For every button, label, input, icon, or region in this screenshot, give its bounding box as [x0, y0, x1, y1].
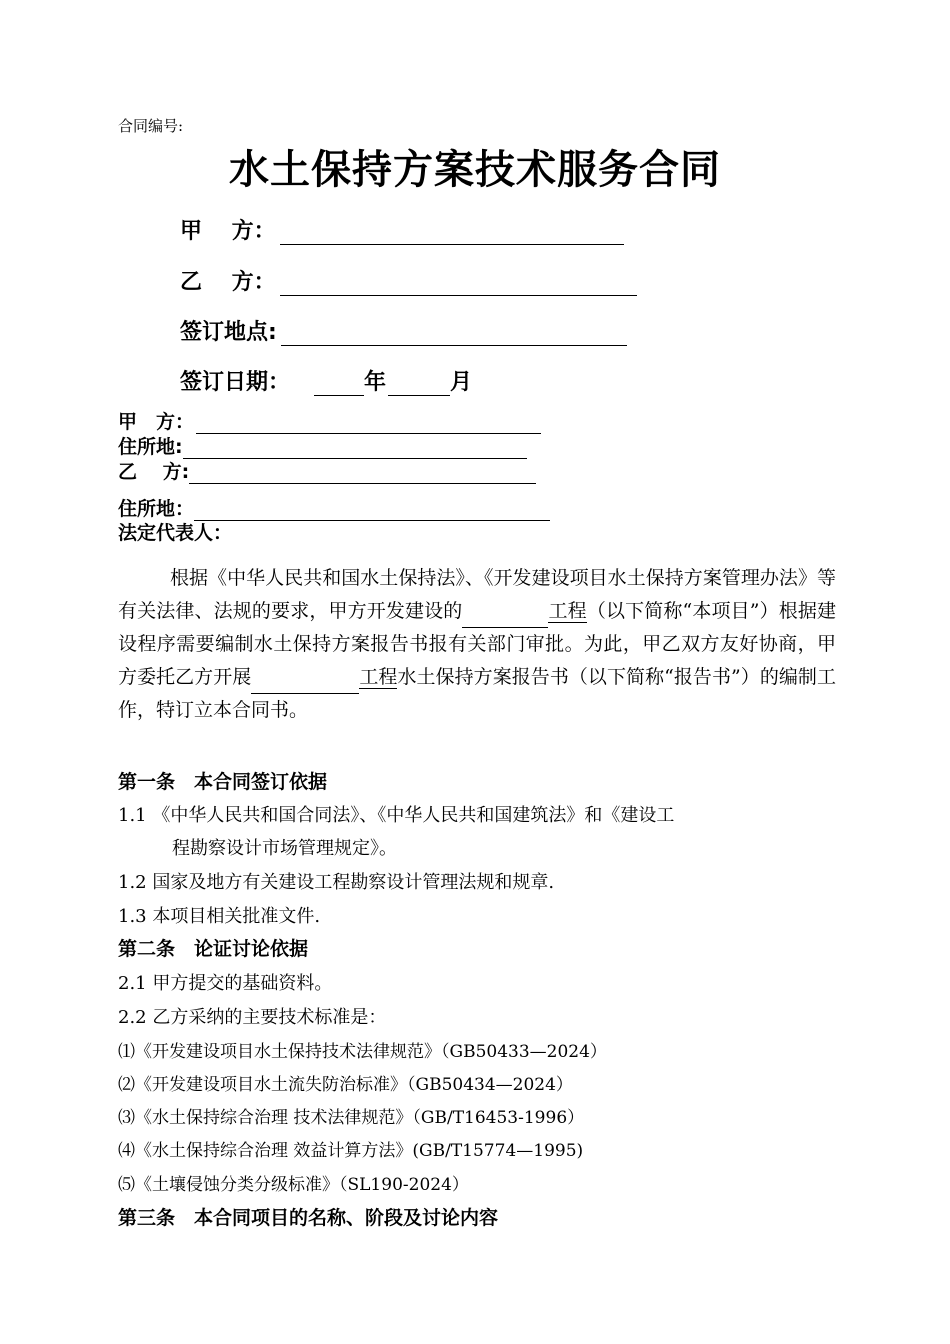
article-1-item-2: 1.2 国家及地方有关建设工程勘察设计管理法规和规章.	[118, 872, 555, 893]
standard-1: ⑴《开发建设项目水土保持技术法律规范》（GB50433—2024）	[118, 1042, 607, 1062]
cover-date-row	[180, 365, 472, 396]
cover-party-b-field[interactable]	[280, 273, 637, 296]
party-a-label: 甲 方：	[118, 411, 195, 433]
party-b-row	[118, 457, 536, 484]
page-title: 水土保持方案技术服务合同	[229, 147, 721, 193]
article-1-item-3: 1.3 本项目相关批准文件.	[118, 906, 321, 927]
cover-year-label: 年	[364, 370, 387, 395]
standard-4: ⑷《水土保持综合治理 效益计算方法》(GB/T15774—1995)	[118, 1141, 584, 1161]
party-b-field[interactable]	[189, 465, 536, 484]
intro-paragraph	[118, 562, 836, 727]
party-a-row	[118, 407, 541, 434]
article-1-item-1a: 1.1 《中华人民共和国合同法》、《中华人民共和国建筑法》和《建设工	[118, 805, 675, 826]
standard-2: ⑵《开发建设项目水土流失防治标准》（GB50434—2024）	[118, 1075, 573, 1095]
article-3-heading: 第三条 本合同项目的名称、阶段及讨论内容	[118, 1207, 499, 1229]
address-b-label: 住所地：	[118, 498, 195, 520]
legal-rep-label: 法定代表人：	[118, 522, 233, 544]
project-name-blank-1[interactable]	[462, 627, 548, 628]
cover-place-row	[180, 315, 627, 346]
cover-place-label: 签订地点:	[180, 320, 277, 345]
cover-month-label: 月	[450, 370, 473, 395]
article-2-item-2: 2.2 乙方采纳的主要技术标准是：	[118, 1007, 387, 1028]
address-a-label: 住所地:	[118, 436, 183, 458]
address-a-row	[118, 432, 527, 459]
intro-text-4: 工程	[359, 666, 398, 688]
article-1-item-1b: 程勘察设计市场管理规定》。	[172, 838, 397, 859]
legal-rep-row	[118, 518, 232, 545]
article-2-item-1: 2.1 甲方提交的基础资料。	[118, 973, 333, 994]
cover-place-field[interactable]	[281, 323, 627, 346]
standard-3: ⑶《水土保持综合治理 技术法律规范》（GB/T16453-1996）	[118, 1108, 585, 1128]
address-b-field[interactable]	[194, 502, 550, 521]
intro-text-2: 工程	[548, 600, 587, 622]
party-b-label: 乙 方:	[118, 461, 190, 483]
project-name-blank-2[interactable]	[251, 693, 359, 694]
intro-text-3: （以下简称“本项目”）根据建设程序需要编制水土保持方案报告书报有关部门审批。为此，甲乙双方友好协商，甲方委托乙方开展	[118, 600, 836, 688]
cover-party-b-row	[180, 265, 637, 296]
contract-number-label: 合同编号:	[118, 117, 184, 135]
intro-text-1: 根据《中华人民共和国水土保持法》、《开发建设项目水土保持方案管理办法》等有关法律、法规的要求，甲方开发建设的	[118, 567, 836, 622]
article-2-heading: 第二条 论证讨论依据	[118, 938, 309, 960]
cover-party-a-row	[180, 214, 624, 245]
article-1-heading: 第一条 本合同签订依据	[118, 771, 328, 793]
cover-date-label: 签订日期：	[180, 370, 291, 395]
cover-party-a-label: 甲 方：	[180, 219, 276, 244]
cover-year-field[interactable]	[314, 373, 364, 396]
intro-text-5: 水土保持方案报告书（以下简称“报告书”）的编制工作，特订立本合同书。	[118, 666, 836, 721]
standard-5: ⑸《土壤侵蚀分类分级标准》（SL190-2024）	[118, 1175, 469, 1195]
cover-party-a-field[interactable]	[280, 222, 624, 245]
cover-party-b-label: 乙 方：	[180, 270, 276, 295]
address-b-row	[118, 494, 550, 521]
cover-month-field[interactable]	[388, 373, 450, 396]
